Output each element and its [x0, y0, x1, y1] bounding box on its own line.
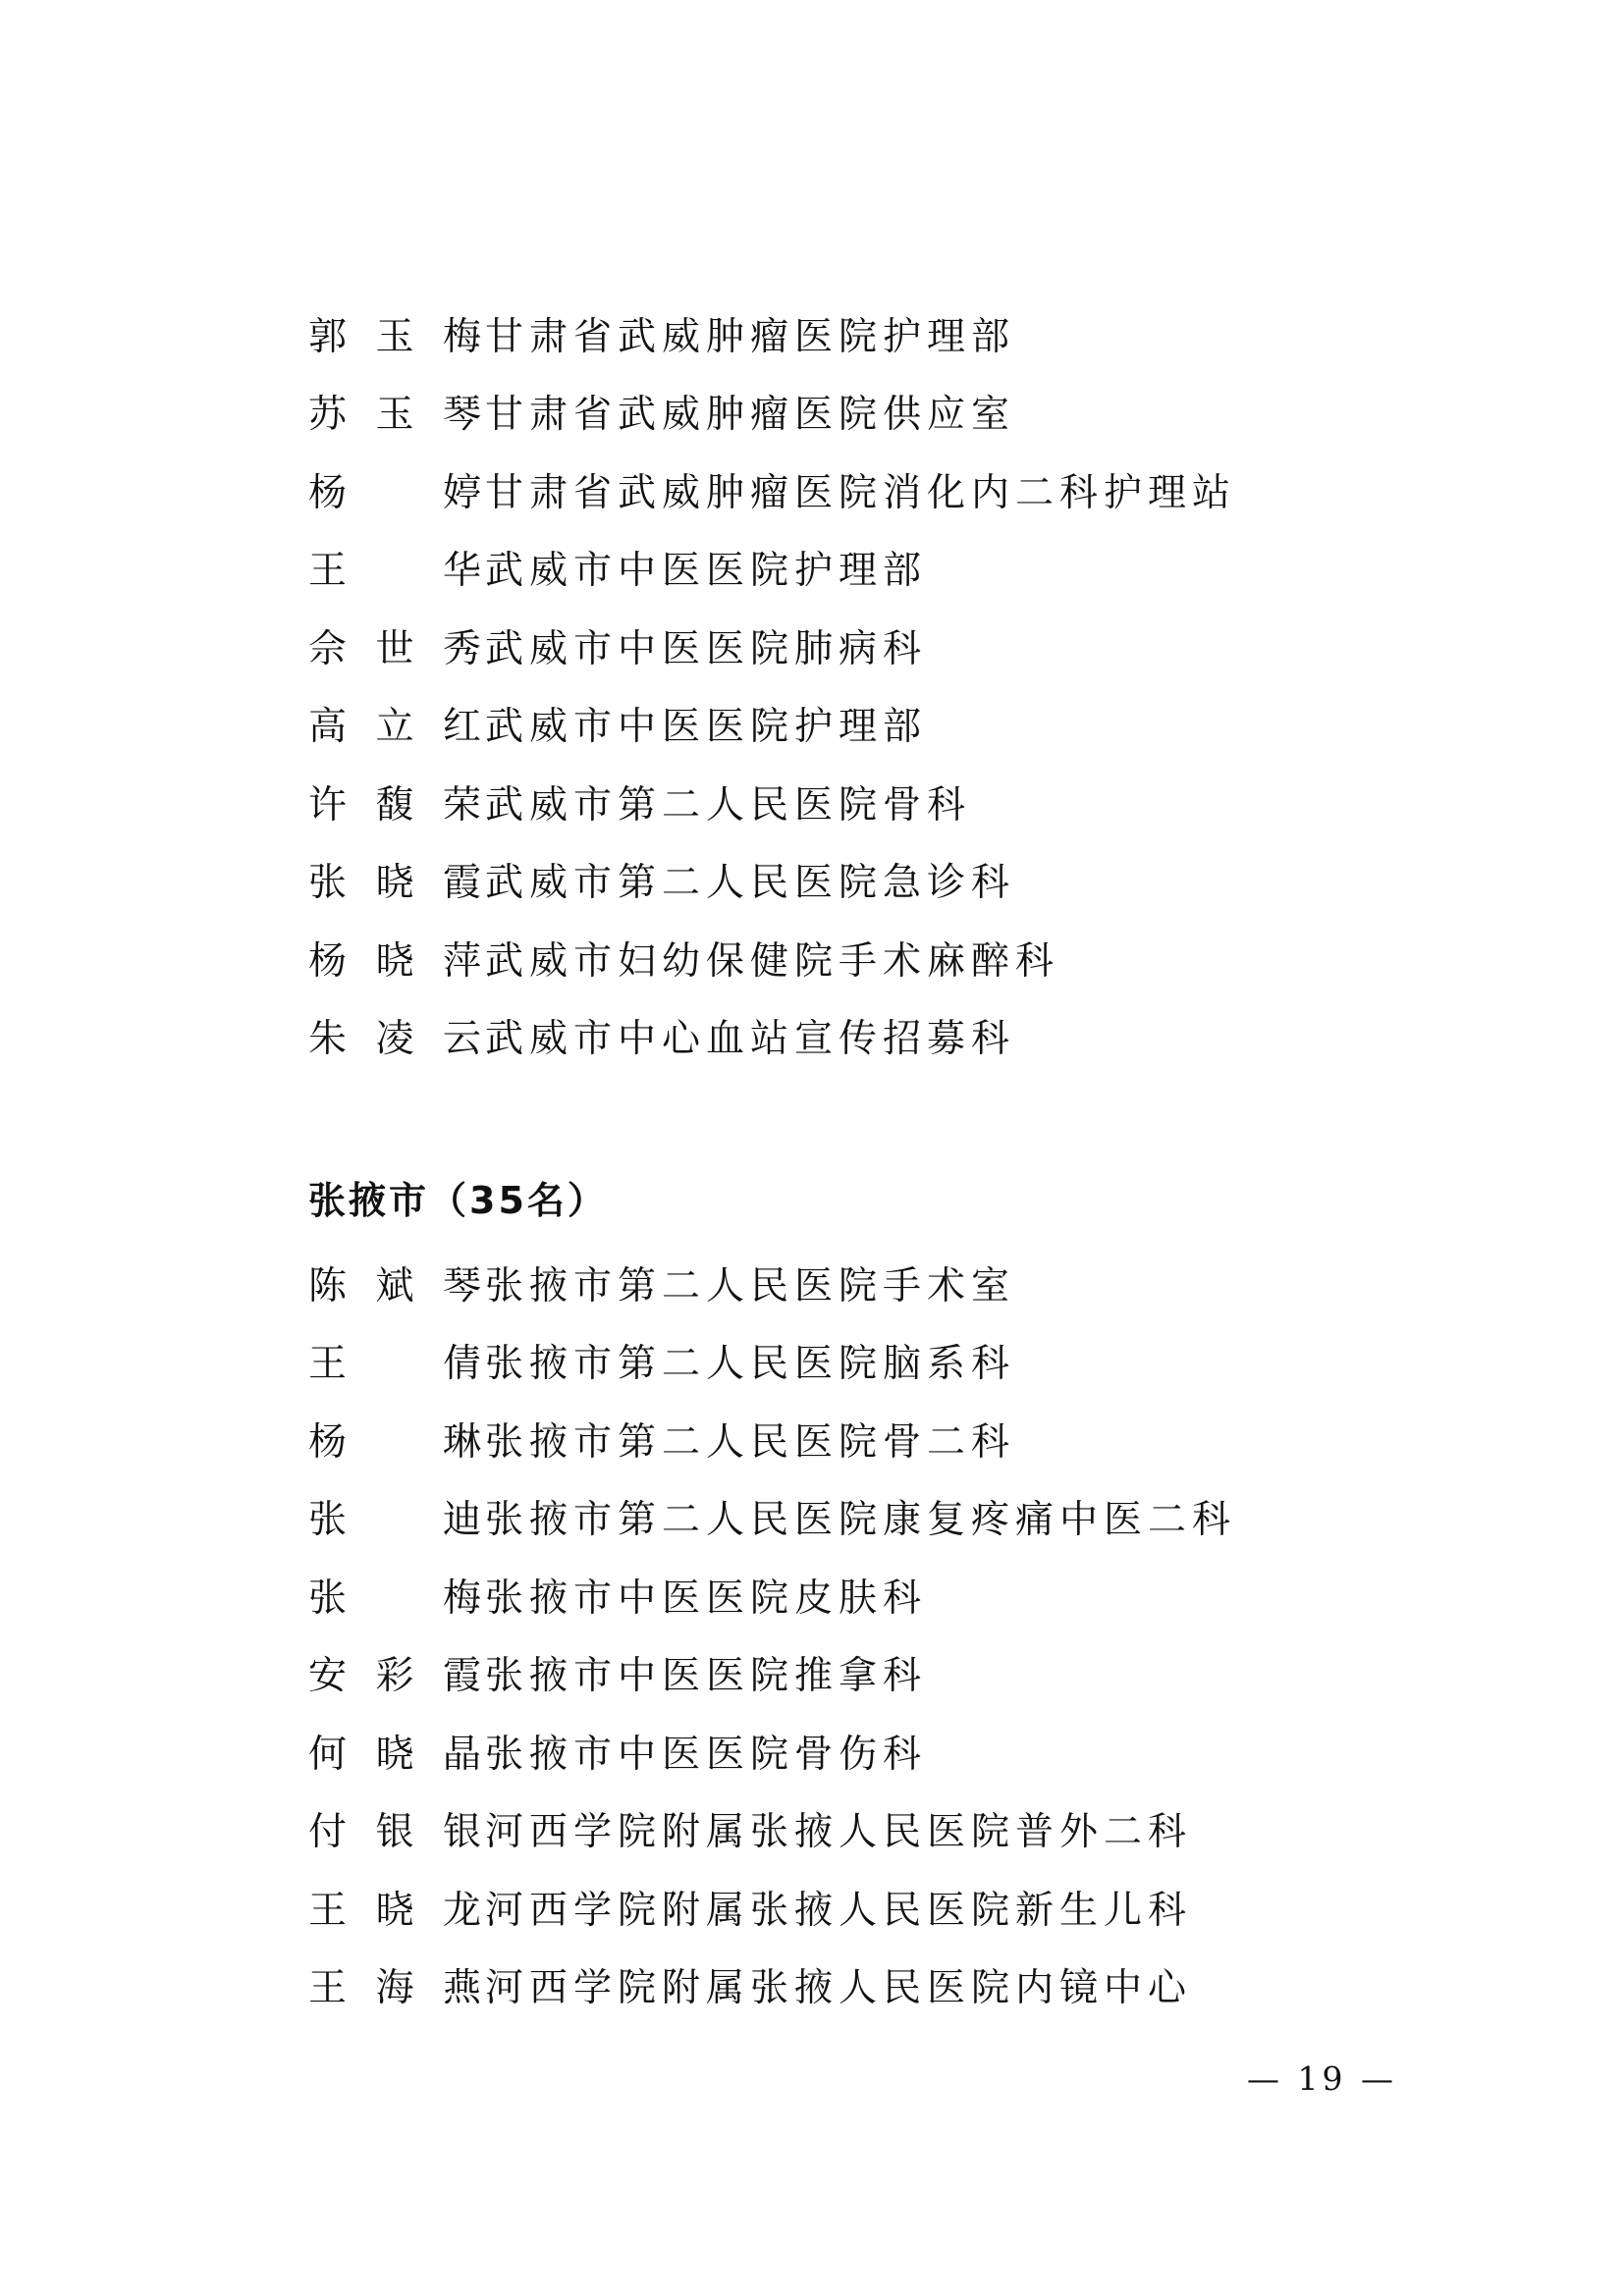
list-item [308, 1478, 1236, 1557]
list-item [308, 529, 1236, 608]
person-name: 王华 [308, 549, 485, 594]
list-item [308, 1868, 1236, 1947]
work-unit: 武威市第二人民医院急诊科 [485, 861, 1016, 906]
person-name: 郭玉梅 [308, 314, 485, 359]
work-unit: 甘肃省武威肿瘤医院供应室 [485, 393, 1016, 438]
list-item [308, 1244, 1236, 1322]
work-unit: 武威市中医医院护理部 [485, 705, 928, 750]
person-name: 苏玉琴 [308, 393, 485, 438]
person-name: 杨琳 [308, 1419, 485, 1465]
recipient-list-wuwei [308, 294, 1236, 1075]
recipient-list-zhangye [308, 1244, 1236, 2024]
list-item [308, 373, 1236, 452]
person-name: 王晓龙 [308, 1888, 485, 1933]
person-name: 陈斌琴 [308, 1263, 485, 1308]
list-item [308, 1947, 1236, 2025]
list-item [308, 294, 1236, 373]
work-unit: 张掖市中医医院骨伤科 [485, 1732, 928, 1777]
list-item [308, 607, 1236, 685]
person-name: 佘世秀 [308, 626, 485, 671]
list-item [308, 841, 1236, 920]
work-unit: 甘肃省武威肿瘤医院消化内二科护理站 [485, 470, 1237, 515]
work-unit: 张掖市中医医院推拿科 [485, 1654, 928, 1699]
work-unit: 甘肃省武威肿瘤医院护理部 [485, 314, 1016, 359]
list-item [308, 1790, 1236, 1869]
person-name: 张晓霞 [308, 861, 485, 906]
work-unit: 武威市妇幼保健院手术麻醉科 [485, 938, 1060, 984]
work-unit: 河西学院附属张掖人民医院内镜中心 [485, 1966, 1193, 2011]
list-item [308, 1712, 1236, 1790]
section-heading-zhangye: 张掖市（35名） [308, 1179, 608, 1223]
person-name: 张梅 [308, 1575, 485, 1621]
person-name: 杨晓萍 [308, 938, 485, 984]
list-item [308, 1634, 1236, 1713]
list-item [308, 919, 1236, 997]
work-unit: 河西学院附属张掖人民医院新生儿科 [485, 1888, 1193, 1933]
list-item [308, 1556, 1236, 1634]
list-item [308, 451, 1236, 529]
work-unit: 河西学院附属张掖人民医院普外二科 [485, 1810, 1193, 1855]
list-item [308, 997, 1236, 1076]
person-name: 王海燕 [308, 1966, 485, 2011]
work-unit: 武威市中医医院护理部 [485, 549, 928, 594]
work-unit: 张掖市第二人民医院康复疼痛中医二科 [485, 1498, 1237, 1543]
list-item [308, 1400, 1236, 1478]
person-name: 朱凌云 [308, 1017, 485, 1062]
person-name: 付银银 [308, 1810, 485, 1855]
list-item [308, 1322, 1236, 1401]
list-item [308, 685, 1236, 764]
work-unit: 武威市中心血站宣传招募科 [485, 1017, 1016, 1062]
work-unit: 武威市第二人民医院骨科 [485, 782, 972, 828]
work-unit: 张掖市中医医院皮肤科 [485, 1575, 928, 1621]
person-name: 王倩 [308, 1342, 485, 1387]
person-name: 张迪 [308, 1498, 485, 1543]
work-unit: 张掖市第二人民医院手术室 [485, 1263, 1016, 1308]
page-number: — 19 — [1247, 2059, 1397, 2098]
person-name: 何晓晶 [308, 1732, 485, 1777]
person-name: 杨婷 [308, 470, 485, 515]
work-unit: 张掖市第二人民医院骨二科 [485, 1419, 1016, 1465]
person-name: 高立红 [308, 705, 485, 750]
work-unit: 张掖市第二人民医院脑系科 [485, 1342, 1016, 1387]
list-item [308, 763, 1236, 841]
person-name: 安彩霞 [308, 1654, 485, 1699]
work-unit: 武威市中医医院肺病科 [485, 626, 928, 671]
person-name: 许馥荣 [308, 782, 485, 828]
